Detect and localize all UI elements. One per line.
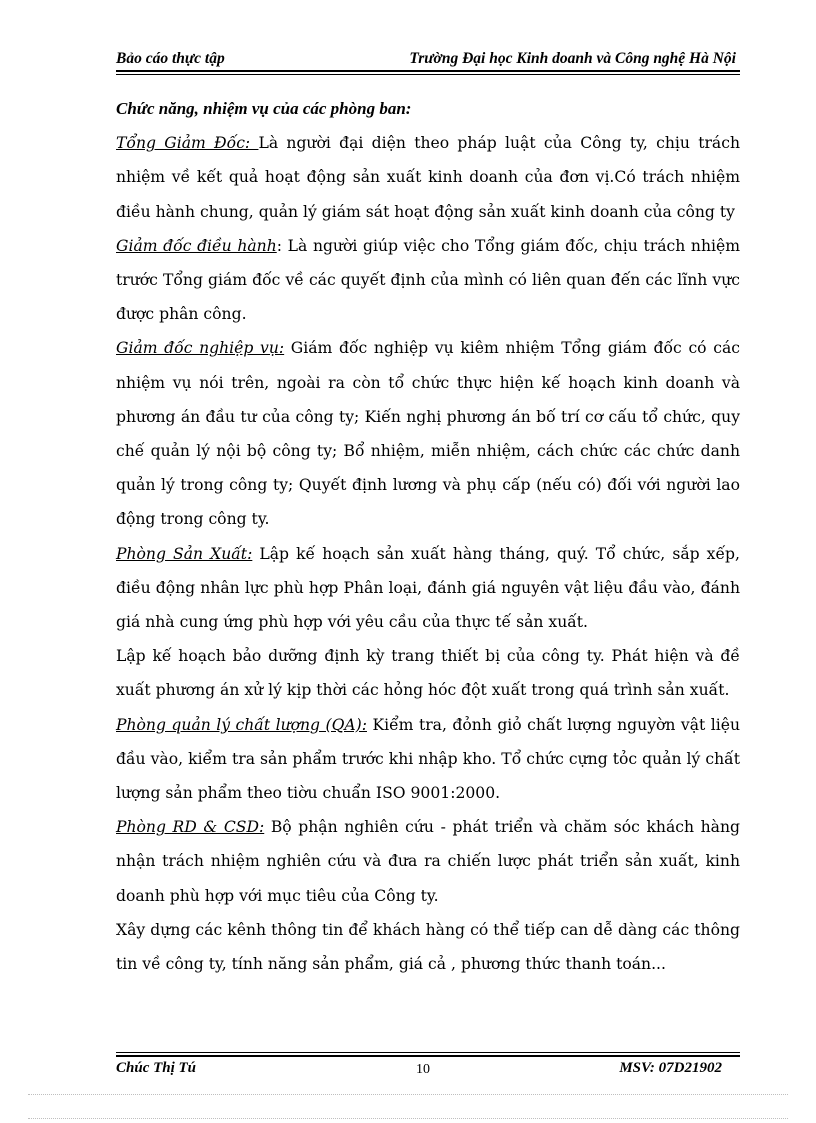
- paragraph-text: Giám đốc nghiệp vụ kiêm nhiệm Tổng giám đốc có các nhiệm vụ nói trên, ngoài ra còn tổ chức thực hiện kế hoạch kinh doanh và phương án đầu tư của công ty; Kiến nghị phương án bố trí cơ cấu tổ chức, quy chế quản lý nội bộ công ty; Bổ nhiệm, miễn nhiệm, cách chức các chức danh quản lý trong công ty; Quyết định lương và phụ cấp (nếu có) đối với người lao động trong công ty.: [116, 339, 740, 529]
- page-edge-dotted-line: [28, 1118, 788, 1119]
- term-label: Phòng quản lý chất lượng (QA):: [116, 715, 367, 734]
- header-report-title: Bảo cáo thực tập: [116, 50, 225, 67]
- footer-rule: [116, 1055, 740, 1057]
- footer-student-id: MSV: 07D21902: [619, 1060, 722, 1076]
- body-content: [116, 92, 740, 981]
- footer-author: Chúc Thị Tú: [116, 1060, 197, 1076]
- paragraph-phong-rd-csd: [116, 810, 740, 913]
- paragraph-text: : Là người giúp việc cho Tổng giám đốc, chịu trách nhiệm trước Tổng giám đốc về các quyết định của mình có liên quan đến các lĩnh vực được phân công.: [116, 236, 741, 324]
- paragraph-text: Bộ phận nghiên cứu - phát triển và chăm sóc khách hàng nhận trách nhiệm nghiên cứu và đưa ra chiến lược phát triển sản xuất, kinh doanh phù hợp với mục tiêu của Công ty.: [116, 818, 740, 905]
- paragraph-kenh-thong-tin: [116, 913, 740, 981]
- paragraph-giam-doc-nghiep-vu: [116, 331, 740, 536]
- paragraph-text: Xây dựng các kênh thông tin để khách hàng có thể tiếp can dễ dàng các thông tin về công ty, tính năng sản phẩm, giá cả , phương thức thanh toán...: [116, 920, 740, 974]
- term-label: Giảm đốc nghiệp vụ:: [116, 339, 285, 358]
- paragraph-tong-giam-doc: [116, 126, 740, 229]
- paragraph-giam-doc-dieu-hanh: [116, 229, 740, 332]
- header-rule-thin: [116, 74, 740, 75]
- paragraph-text: Là người đại diện theo pháp luật của Công ty, chịu trách nhiệm về kết quả hoạt động sản xuất kinh doanh của đơn vị.Có trách nhiệm điều hành chung, quản lý giám sát hoạt động sản xuất kinh doanh của công ty: [116, 134, 740, 221]
- term-label: Giảm đốc điều hành: [116, 236, 277, 255]
- footer-rule-thin: [116, 1052, 740, 1053]
- section-title: Chức năng, nhiệm vụ của các phòng ban:: [116, 99, 412, 118]
- paragraph-text: Lập kế hoạch bảo dưỡng định kỳ trang thiết bị của công ty. Phát hiện và đề xuất phương án xử lý kịp thời các hỏng hóc đột xuất trong quá trình sản xuất.: [116, 647, 740, 700]
- header-rule: [116, 70, 740, 72]
- term-label: Phòng Sản Xuất:: [116, 544, 253, 563]
- term-label: Phòng RD & CSD:: [116, 818, 265, 837]
- page-header: [116, 48, 740, 70]
- page-number: 10: [416, 1062, 430, 1077]
- paragraph-text: Kiểm tra, đỏnh giỏ chất lượng nguyờn vật liệu đầu vào, kiểm tra sản phẩm trước khi nhập kho. Tổ chức cựng tỏc quản lý chất lượng sản phẩm theo tiờu chuẩn ISO 9001:2000.: [116, 715, 741, 803]
- term-label: Tổng Giảm Đốc:: [116, 134, 259, 153]
- paragraph-phong-san-xuat: [116, 537, 740, 640]
- paragraph-phong-qa: [116, 708, 740, 811]
- page-footer: [116, 1060, 740, 1082]
- page-edge-dotted-line: [28, 1094, 788, 1095]
- paragraph-bao-duong: [116, 639, 740, 707]
- header-university: Trường Đại học Kinh doanh và Công nghệ Hà Nội: [409, 50, 736, 67]
- paragraph-text: Lập kế hoạch sản xuất hàng tháng, quý. Tổ chức, sắp xếp, điều động nhân lực phù hợp Phân loại, đánh giá nguyên vật liệu đầu vào, đánh giá nhà cung ứng phù hợp với yêu cầu của thực tế sản xuất.: [116, 544, 740, 632]
